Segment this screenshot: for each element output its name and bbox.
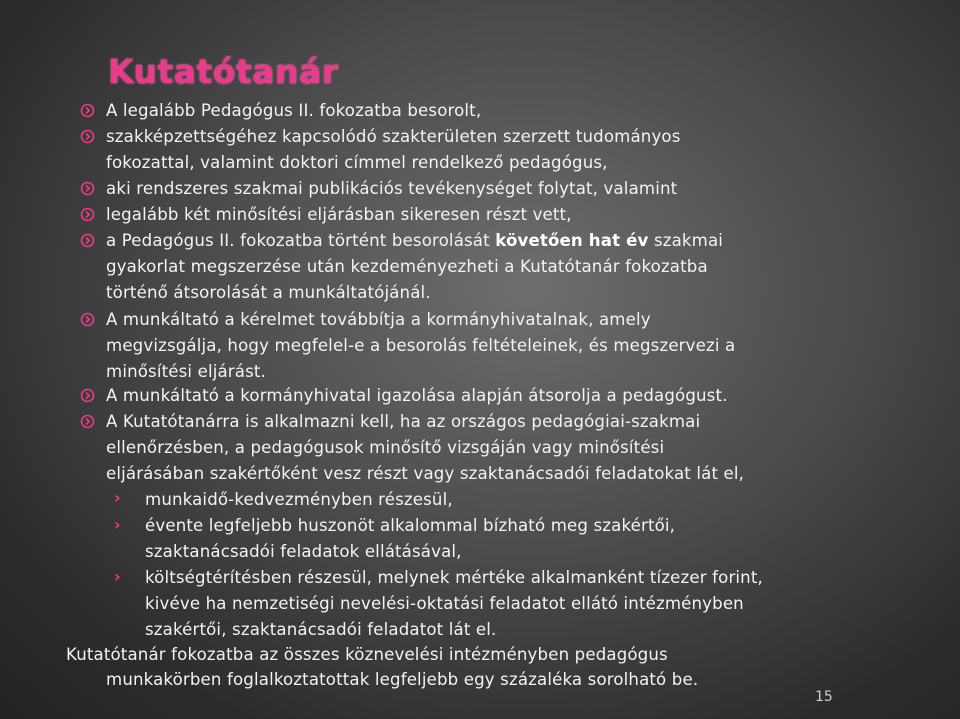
- sub-bullet-icon: ›: [114, 515, 121, 534]
- text-segment: a Pedagógus II. fokozatba történt besorolását: [106, 231, 490, 250]
- slide-title: Kutatótanár: [108, 52, 339, 91]
- text-line: A munkáltató a kormányhivatal igazolása alapján átsorolja a pedagógust.: [106, 386, 728, 405]
- sub-bullet-icon: ›: [114, 567, 121, 586]
- text-line: minősítési eljárást.: [106, 362, 266, 381]
- text-line: A Kutatótanárra is alkalmazni kell, ha az országos pedagógiai-szakmai: [106, 412, 701, 431]
- text-line: szakképzettségéhez kapcsolódó szakterületen szerzett tudományos: [106, 127, 681, 146]
- bullet-icon: [80, 129, 95, 144]
- sub-text-line: kivéve ha nemzetiségi nevelési-oktatási feladatot ellátó intézményben: [145, 594, 744, 613]
- page-number: 15: [815, 689, 833, 705]
- bullet-icon: [80, 207, 95, 222]
- bullet-icon: [80, 233, 95, 248]
- text-line: ellenőrzésben, a pedagógusok minősítő vizsgáján vagy minősítési: [106, 438, 665, 457]
- closing-text-line: Kutatótanár fokozatba az összes köznevelési intézményben pedagógus: [66, 645, 668, 664]
- highlighted-text: követően hat év: [495, 231, 649, 250]
- closing-text-line: munkakörben foglalkoztatottak legfeljebb egy százaléka sorolható be.: [106, 670, 699, 689]
- text-line: A munkáltató a kérelmet továbbítja a kormányhivatalnak, amely: [106, 310, 651, 329]
- text-line: történő átsorolását a munkáltatójánál.: [106, 283, 431, 302]
- sub-text-line: költségtérítésben részesül, melynek mértéke alkalmanként tízezer forint,: [145, 568, 763, 587]
- bullet-icon: [80, 312, 95, 327]
- text-line: eljárásában szakértőként vesz részt vagy szaktanácsadói feladatokat lát el,: [106, 464, 745, 483]
- text-segment: szakmai: [653, 231, 724, 250]
- bullet-icon: [80, 414, 95, 429]
- text-line: megvizsgálja, hogy megfelel-e a besorolás feltételeinek, és megszervezi a: [106, 336, 736, 355]
- bullet-icon: [80, 103, 95, 118]
- text-line: fokozattal, valamint doktori címmel rendelkező pedagógus,: [106, 153, 608, 172]
- text-line: A legalább Pedagógus II. fokozatba besorolt,: [106, 101, 482, 120]
- bullet-icon: [80, 388, 95, 403]
- text-line: legalább két minősítési eljárásban sikeresen részt vett,: [106, 205, 572, 224]
- sub-text-line: szaktanácsadói feladatok ellátásával,: [145, 542, 462, 561]
- text-line: gyakorlat megszerzése után kezdeményezheti a Kutatótanár fokozatba: [106, 257, 708, 276]
- sub-text-line: szakértői, szaktanácsadói feladatot lát el.: [145, 620, 497, 639]
- sub-text-line: munkaidő-kedvezményben részesül,: [145, 490, 453, 509]
- bullet-icon: [80, 181, 95, 196]
- sub-text-line: évente legfeljebb huszonöt alkalommal bízható meg szakértői,: [145, 516, 676, 535]
- text-line: [106, 229, 723, 253]
- sub-bullet-icon: ›: [114, 488, 121, 507]
- text-line: aki rendszeres szakmai publikációs tevékenységet folytat, valamint: [106, 179, 678, 198]
